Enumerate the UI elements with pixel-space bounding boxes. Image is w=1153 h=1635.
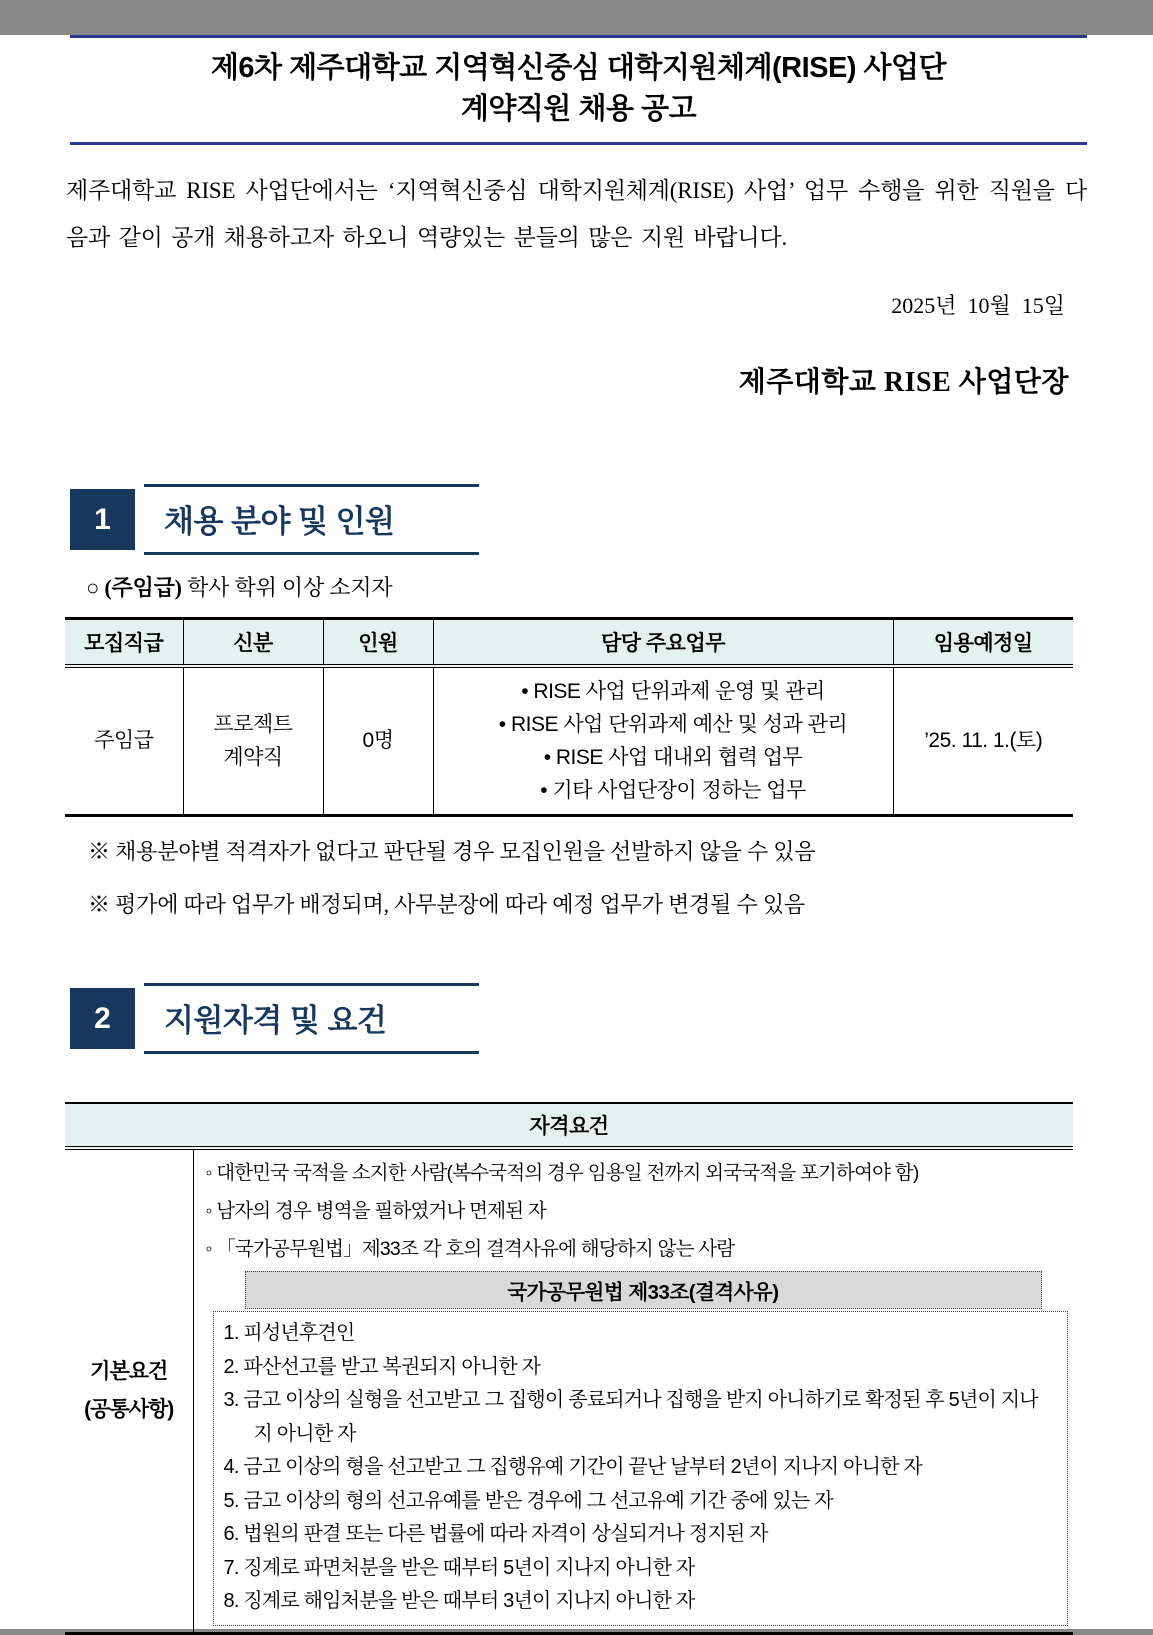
law-item: 5. 금고 이상의 형의 선고유예를 받은 경우에 그 선고유예 기간 중에 있는 자: [223, 1489, 833, 1512]
requirement-bullet: ◦ 대한민국 국적을 소지한 사람(복수국적의 경우 임용일 전까지 외국국적을 포기하여야 함): [205, 1162, 919, 1184]
intro-paragraph: 제주대학교 RISE 사업단에서는 ‘지역혁신중심 대학지원체계(RISE) 사업’ 업무 수행을 위한 직원을 다음과 같이 공개 채용하고자 하오니 역량있는 분들의 많은 지원 바랍니다.: [66, 178, 1087, 250]
col-header-status: 신분: [183, 619, 323, 666]
section-2-number-badge: 2: [70, 988, 135, 1049]
law-item: 3. 금고 이상의 실형을 선고받고 그 집행이 종료되거나 집행을 받지 아니하기로 확정된 후 5년이 지나지 아니한 자: [223, 1389, 1038, 1445]
grade-label: (주임급): [104, 575, 182, 600]
col-header-duties: 담당 주요업무: [433, 619, 893, 666]
document-title-line-2: 계약직원 채용 공고: [460, 93, 697, 125]
grade-requirement-text: 학사 학위 이상 소지자: [181, 575, 393, 600]
basic-requirement-content: [193, 1148, 1073, 1633]
duty-item: • 기타 사업단장이 정하는 업무: [540, 778, 806, 802]
section-1-heading: [70, 484, 1153, 555]
col-header-grade: 모집직급: [65, 619, 183, 666]
announcement-date: 2025년 10월 15일: [891, 293, 1065, 318]
cell-start-date: ’25. 11. 1.(토): [893, 666, 1073, 816]
section-1-number-badge: 1: [70, 489, 135, 550]
law-item: 7. 징계로 파면처분을 받은 때부터 5년이 지나지 아니한 자: [223, 1556, 695, 1579]
basic-requirement-label-line-2: (공통사항): [84, 1397, 174, 1421]
law-item: 4. 금고 이상의 형을 선고받고 그 집행유예 기간이 끝난 날부터 2년이 지나지 아니한 자: [223, 1456, 922, 1478]
cell-status-line-2: 계약직: [223, 745, 283, 769]
law-box-list: [213, 1311, 1068, 1626]
signer-title: 제주대학교 RISE 사업단장: [738, 367, 1069, 398]
cell-count: 0명: [323, 666, 433, 816]
qualification-table-row: [65, 1148, 1073, 1633]
cell-duties: [433, 666, 893, 816]
requirement-bullet: ◦ 「국가공무원법」제33조 각 호의 결격사유에 해당하지 않는 사람: [205, 1238, 735, 1260]
qualification-header: 자격요건: [65, 1103, 1073, 1148]
law-box-title: 국가공무원법 제33조(결격사유): [245, 1271, 1042, 1309]
cell-grade: 주임급: [65, 666, 183, 816]
law-item: 6. 법원의 판결 또는 다른 법률에 따라 자격이 상실되거나 정지된 자: [223, 1523, 768, 1545]
qualification-table-header-row: [65, 1103, 1073, 1148]
note-line: ※ 채용분야별 적격자가 없다고 판단될 경우 모집인원을 선발하지 않을 수 있음: [88, 839, 816, 864]
document-title-line-1: 제6차 제주대학교 지역혁신중심 대학지원체계(RISE) 사업단: [210, 52, 947, 84]
cell-status-line-1: 프로젝트: [213, 712, 293, 736]
duty-item: • RISE 사업 단위과제 예산 및 성과 관리: [498, 712, 848, 736]
note-line: ※ 평가에 따라 업무가 배정되며, 사무분장에 따라 예정 업무가 변경될 수 있음: [88, 892, 805, 917]
basic-requirement-label-line-1: 기본요건: [90, 1359, 168, 1383]
circle-bullet-icon: ○: [86, 575, 105, 600]
law-item: 2. 파산선고를 받고 복권되지 아니한 자: [223, 1355, 541, 1378]
section-1-title: 채용 분야 및 인원: [144, 484, 479, 555]
basic-requirement-label: [65, 1148, 193, 1633]
duty-item: • RISE 사업 대내외 협력 업무: [543, 745, 803, 769]
job-announcement-document: [0, 35, 1153, 1629]
recruitment-table-row: [65, 666, 1073, 816]
law-item: 8. 징계로 해임처분을 받은 때부터 3년이 지나지 아니한 자: [223, 1590, 695, 1612]
col-header-start-date: 임용예정일: [893, 619, 1073, 666]
duty-item: • RISE 사업 단위과제 운영 및 관리: [521, 679, 825, 703]
cell-status: [183, 666, 323, 816]
section-2-heading: [70, 983, 1153, 1054]
recruitment-table-header-row: [65, 619, 1073, 666]
col-header-count: 인원: [323, 619, 433, 666]
law-item: 1. 피성년후견인: [223, 1322, 355, 1344]
recruit-grade-note: [86, 571, 1153, 602]
document-title-block: [70, 35, 1087, 145]
qualification-table: [65, 1102, 1073, 1635]
recruitment-table: [65, 617, 1073, 817]
section-2-title: 지원자격 및 요건: [144, 983, 479, 1054]
requirement-bullet: ◦ 남자의 경우 병역을 필하였거나 면제된 자: [205, 1200, 546, 1222]
